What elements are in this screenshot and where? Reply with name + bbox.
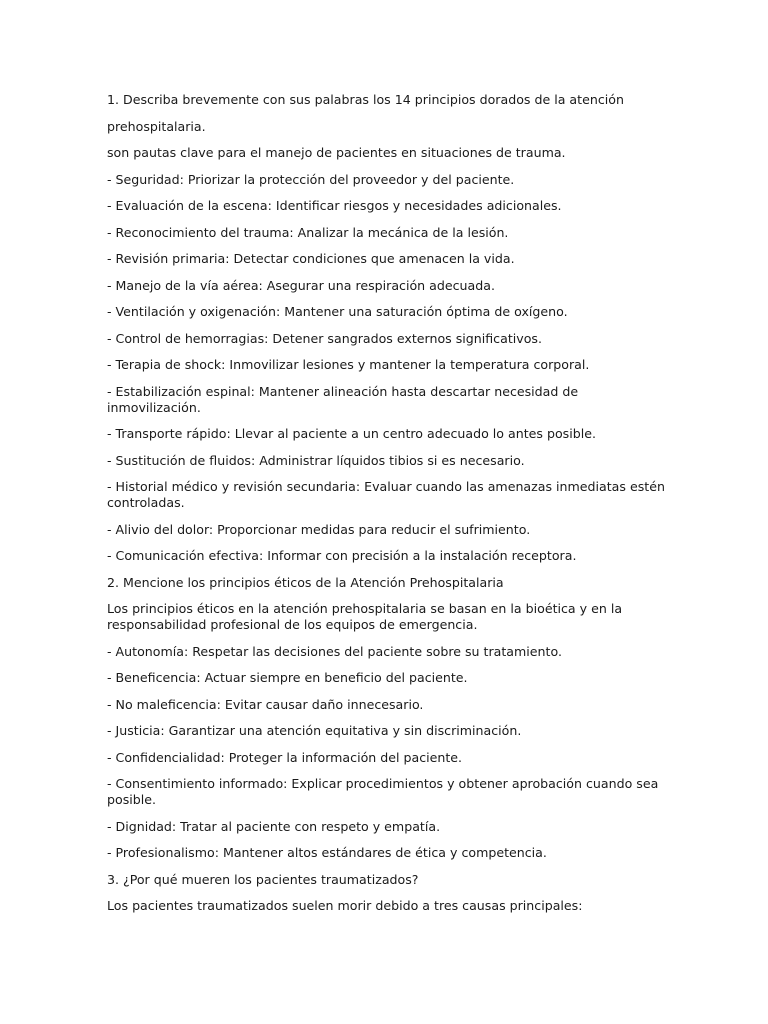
principle-item: - Estabilización espinal: Mantener alineación hasta descartar necesidad de inmovilización. <box>107 383 579 415</box>
ethics-item: - Justicia: Garantizar una atención equitativa y sin discriminación. <box>107 723 522 738</box>
principle-item: - Alivio del dolor: Proporcionar medidas para reducir el sufrimiento. <box>107 521 531 537</box>
principle-item: - Control de hemorragias: Detener sangrados externos significativos. <box>107 330 542 346</box>
principle-item: - Ventilación y oxigenación: Mantener una saturación óptima de oxígeno. <box>107 304 568 319</box>
ethics-item: - Consentimiento informado: Explicar procedimientos y obtener aprobación cuando sea posible. <box>107 776 659 807</box>
question-1-heading: 1. Describa brevemente con sus palabras los 14 principios dorados de la atención <box>107 92 624 107</box>
principle-item: - Comunicación efectiva: Informar con precisión a la instalación receptora. <box>107 548 577 563</box>
principle-item: - Historial médico y revisión secundaria: Evaluar cuando las amenazas inmediatas estén controladas. <box>107 479 665 510</box>
principle-item: - Seguridad: Priorizar la protección del proveedor y del paciente. <box>107 171 515 187</box>
ethics-item: - Confidencialidad: Proteger la información del paciente. <box>107 749 463 765</box>
principle-item: - Reconocimiento del trauma: Analizar la mecánica de la lesión. <box>107 224 509 240</box>
answer-1-intro: son pautas clave para el manejo de pacientes en situaciones de trauma. <box>107 145 566 160</box>
principle-item: - Terapia de shock: Inmovilizar lesiones y mantener la temperatura corporal. <box>107 357 590 372</box>
question-3-heading: 3. ¿Por qué mueren los pacientes traumatizados? <box>107 871 419 887</box>
answer-2-intro: Los principios éticos en la atención prehospitalaria se basan en la bioética y en la responsabilidad profesional de los equipos de emergencia. <box>107 601 623 632</box>
ethics-item: - Dignidad: Tratar al paciente con respeto y empatía. <box>107 818 441 834</box>
ethics-item: - Beneficencia: Actuar siempre en beneficio del paciente. <box>107 670 468 685</box>
principle-item: - Sustitución de fluidos: Administrar líquidos tibios si es necesario. <box>107 452 525 468</box>
question-2-heading: 2. Mencione los principios éticos de la Atención Prehospitalaria <box>107 574 504 590</box>
question-1-heading-continued: prehospitalaria. <box>107 118 206 134</box>
principle-item: - Transporte rápido: Llevar al paciente a un centro adecuado lo antes posible. <box>107 426 596 441</box>
answer-3-intro: Los pacientes traumatizados suelen morir debido a tres causas principales: <box>107 898 583 913</box>
principle-item: - Evaluación de la escena: Identificar riesgos y necesidades adicionales. <box>107 198 562 213</box>
ethics-item: - Autonomía: Respetar las decisiones del paciente sobre su tratamiento. <box>107 643 562 659</box>
principle-item: - Manejo de la vía aérea: Asegurar una respiración adecuada. <box>107 277 495 293</box>
principle-item: - Revisión primaria: Detectar condiciones que amenacen la vida. <box>107 251 515 266</box>
ethics-item: - Profesionalismo: Mantener altos estándares de ética y competencia. <box>107 845 547 860</box>
ethics-item: - No maleficencia: Evitar causar daño innecesario. <box>107 696 424 712</box>
